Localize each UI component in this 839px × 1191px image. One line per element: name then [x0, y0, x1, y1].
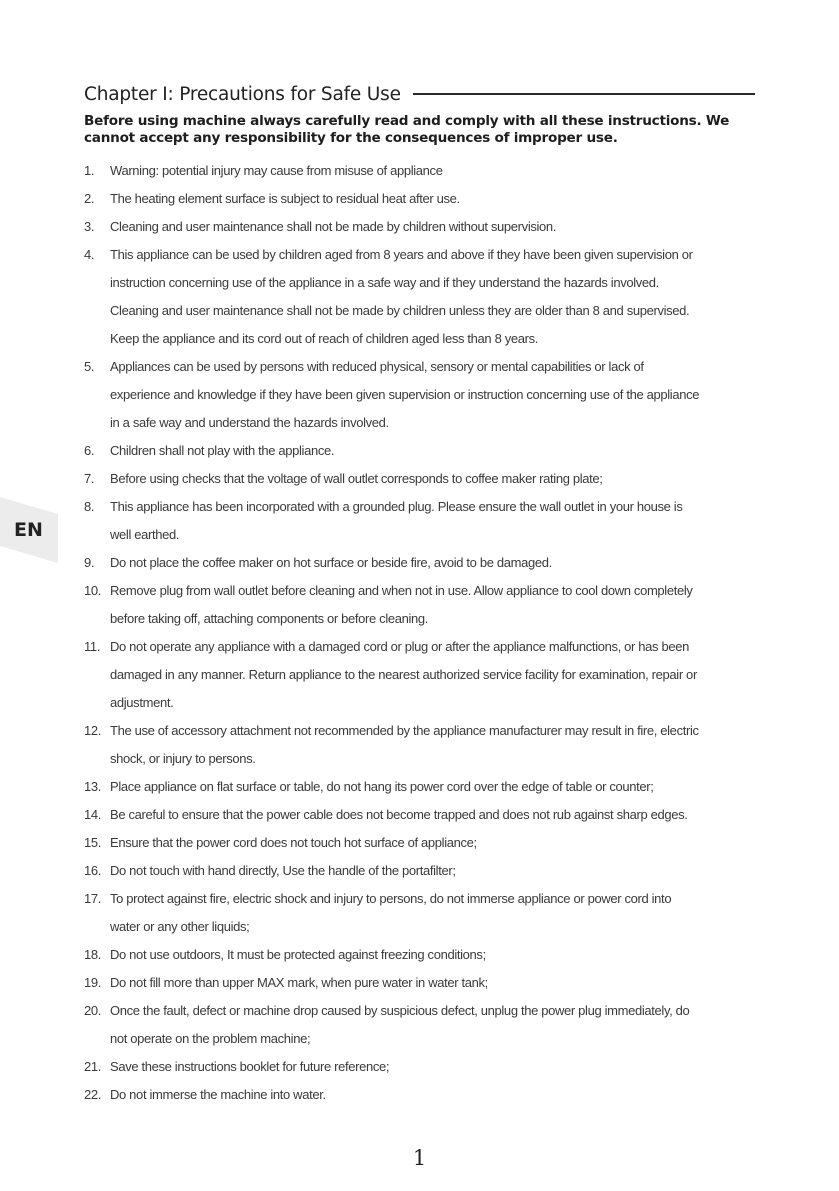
list-item-text — [110, 997, 774, 1053]
list-item-number: 17. — [84, 891, 102, 906]
list-item-line: Ensure that the power cord does not touch hot surface of appliance; — [110, 835, 477, 850]
list-item — [84, 185, 774, 213]
list-item-number: 18. — [84, 947, 102, 962]
list-item-text — [110, 773, 774, 801]
page-number: 1 — [412, 1146, 427, 1170]
language-tab-label: EN — [14, 519, 43, 541]
list-item-text — [110, 1081, 774, 1109]
list-item — [84, 493, 774, 549]
list-item — [84, 997, 774, 1053]
list-item-line: Do not fill more than upper MAX mark, when pure water in water tank; — [110, 975, 488, 990]
list-item-line: before taking off, attaching components or before cleaning. — [110, 611, 429, 626]
list-item — [84, 1053, 774, 1081]
list-item-line: This appliance has been incorporated with a grounded plug. Please ensure the wall outlet in your house is — [110, 499, 683, 514]
list-item-text — [110, 353, 774, 437]
list-item-text — [110, 437, 774, 465]
list-item-line: Cleaning and user maintenance shall not be made by children unless they are older than 8 and supervised. — [110, 303, 690, 318]
list-item-line: Do not use outdoors, It must be protected against freezing conditions; — [110, 947, 486, 962]
list-item-line: in a safe way and understand the hazards involved. — [110, 415, 389, 430]
list-item — [84, 773, 774, 801]
list-item-number: 1. — [84, 163, 95, 178]
list-item-number: 11. — [84, 639, 101, 654]
list-item — [84, 633, 774, 717]
list-item-line: adjustment. — [110, 695, 174, 710]
list-item — [84, 969, 774, 997]
intro-paragraph: Before using machine always carefully read and comply with all these instructions. We cannot accept any responsibility for the consequences of improper use. — [84, 113, 730, 146]
list-item-line: The heating element surface is subject to residual heat after use. — [110, 191, 460, 206]
list-item-number: 7. — [84, 471, 95, 486]
list-item-number: 3. — [84, 219, 95, 234]
list-item-text — [110, 857, 774, 885]
list-item-text — [110, 633, 774, 717]
list-item — [84, 857, 774, 885]
list-item-number: 5. — [84, 359, 95, 374]
list-item-text — [110, 465, 774, 493]
list-item-line: Before using checks that the voltage of wall outlet corresponds to coffee maker rating plate; — [110, 471, 603, 486]
list-item-line: Do not operate any appliance with a damaged cord or plug or after the appliance malfunctions, or has been — [110, 639, 689, 654]
list-item-text — [110, 717, 774, 773]
list-item-line: instruction concerning use of the appliance in a safe way and if they understand the hazards involved. — [110, 275, 659, 290]
list-item — [84, 241, 774, 353]
list-item-number: 4. — [84, 247, 95, 262]
list-item-text — [110, 829, 774, 857]
list-item-text — [110, 185, 774, 213]
list-item-line: Keep the appliance and its cord out of reach of children aged less than 8 years. — [110, 331, 539, 346]
list-item-text — [110, 241, 774, 353]
list-item-line: The use of accessory attachment not recommended by the appliance manufacturer may result in fire, electric — [110, 723, 699, 738]
list-item-line: shock, or injury to persons. — [110, 751, 256, 766]
list-item-number: 19. — [84, 975, 102, 990]
list-item-number: 6. — [84, 443, 95, 458]
list-item-text — [110, 493, 774, 549]
list-item-number: 20. — [84, 1003, 102, 1018]
list-item-number: 2. — [84, 191, 95, 206]
list-item — [84, 717, 774, 773]
list-item-text — [110, 941, 774, 969]
list-item — [84, 213, 774, 241]
list-item-number: 21. — [84, 1059, 102, 1074]
list-item — [84, 801, 774, 829]
list-item-line: Be careful to ensure that the power cable does not become trapped and does not rub against sharp edges. — [110, 807, 688, 822]
list-item-line: Do not place the coffee maker on hot surface or beside fire, avoid to be damaged. — [110, 555, 552, 570]
list-item-line: To protect against fire, electric shock and injury to persons, do not immerse appliance or power cord into — [110, 891, 672, 906]
list-item-line: Do not touch with hand directly, Use the handle of the portafilter; — [110, 863, 456, 878]
chapter-title: Chapter I: Precautions for Safe Use — [84, 83, 401, 105]
list-item-line: not operate on the problem machine; — [110, 1031, 311, 1046]
list-item-line: experience and knowledge if they have been given supervision or instruction concerning use of the appliance — [110, 387, 700, 402]
list-item — [84, 1081, 774, 1109]
chapter-header — [84, 80, 755, 108]
list-item-number: 16. — [84, 863, 102, 878]
list-item — [84, 437, 774, 465]
list-item-text — [110, 157, 774, 185]
list-item-line: Cleaning and user maintenance shall not be made by children without supervision. — [110, 219, 557, 234]
list-item-line: Children shall not play with the appliance. — [110, 443, 335, 458]
list-item-line: Save these instructions booklet for future reference; — [110, 1059, 390, 1074]
list-item-number: 15. — [84, 835, 102, 850]
list-item-number: 9. — [84, 555, 95, 570]
list-item-text — [110, 1053, 774, 1081]
list-item-number: 13. — [84, 779, 102, 794]
list-item-line: Remove plug from wall outlet before cleaning and when not in use. Allow appliance to cool down completely — [110, 583, 693, 598]
list-item-line: Do not immerse the machine into water. — [110, 1087, 326, 1102]
precautions-list — [84, 157, 774, 1109]
list-item-text — [110, 213, 774, 241]
list-item — [84, 941, 774, 969]
list-item-line: Warning: potential injury may cause from misuse of appliance — [110, 163, 443, 178]
list-item-number: 12. — [84, 723, 102, 738]
list-item — [84, 353, 774, 437]
list-item — [84, 829, 774, 857]
list-item — [84, 157, 774, 185]
list-item-text — [110, 885, 774, 941]
list-item-number: 22. — [84, 1087, 102, 1102]
list-item-text — [110, 801, 774, 829]
list-item — [84, 465, 774, 493]
list-item-line: Place appliance on flat surface or table, do not hang its power cord over the edge of table or counter; — [110, 779, 654, 794]
list-item-line: water or any other liquids; — [110, 919, 250, 934]
list-item-number: 14. — [84, 807, 102, 822]
chapter-title-rule — [413, 93, 755, 95]
list-item-line: Once the fault, defect or machine drop caused by suspicious defect, unplug the power plug immediately, do — [110, 1003, 690, 1018]
list-item-text — [110, 577, 774, 633]
list-item — [84, 549, 774, 577]
list-item-line: well earthed. — [110, 527, 180, 542]
list-item — [84, 577, 774, 633]
list-item-number: 8. — [84, 499, 95, 514]
list-item-line: damaged in any manner. Return appliance to the nearest authorized service facility for examination, repair or — [110, 667, 697, 682]
list-item-line: Appliances can be used by persons with reduced physical, sensory or mental capabilities or lack of — [110, 359, 644, 374]
list-item-number: 10. — [84, 583, 102, 598]
list-item-text — [110, 549, 774, 577]
list-item-text — [110, 969, 774, 997]
list-item — [84, 885, 774, 941]
list-item-line: This appliance can be used by children aged from 8 years and above if they have been given supervision or — [110, 247, 693, 262]
